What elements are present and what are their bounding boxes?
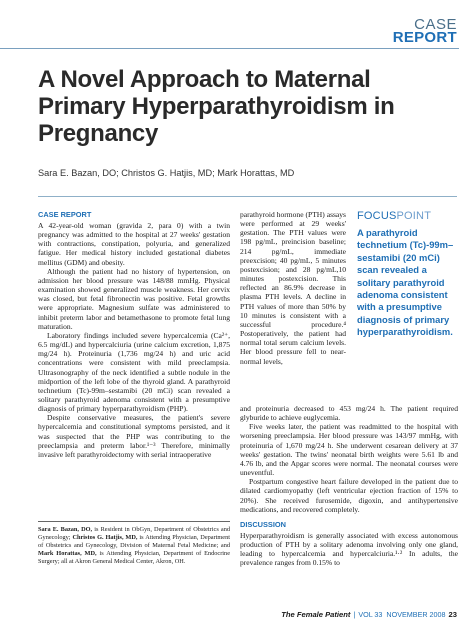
page-footer: [281, 610, 457, 619]
bio-text: is Attending Physician, Department of Endocrine Surgery; all at Akron General Medical Center, Akron, OH.: [38, 549, 230, 565]
bio-author-name: Christos G. Hatjis, MD,: [72, 533, 138, 541]
case-paragraph: Despite conservative measures, the patient's severe hypercalcemia and constitutional symptoms persisted, and it was suspected that the PHP was contributing to the preeclampsia and preterm labor.¹⁻³ Therefore, minimally invasive left parathyroidectomy with serial intraoperative: [38, 413, 230, 459]
journal-date: NOVEMBER 2008: [386, 610, 446, 619]
case-paragraph: Although the patient had no history of hypertension, on admission her blood pressure was 148/88 mmHg. Physical examination showed generalized muscle weakness. Her cervix was closed, but fetal fibronectin was positive. Fetal growths were appropriate. Magnesium sulfate was administered to inhibit preterm labor and betamethasone to promote fetal lung maturation.: [38, 266, 230, 331]
case-paragraph: Five weeks later, the patient was readmitted to the hospital with worsening preeclampsia. Her blood pressure was 143/97 mmHg, with proteinuria of 1,670 mg/24 h. She underwent cesarean delivery at 37 weeks' gestation. The twins' neonatal birth weights were 5.61 lb and 4.76 lb, and the Apgar scores were normal. The neonatal courses were uneventful.: [240, 422, 458, 478]
bio-author-name: Mark Horattas, MD,: [38, 549, 97, 557]
discussion-paragraph: Hyperparathyroidism is generally associated with excess autonomous production of PTH by a solitary adenoma involving only one gland, leading to hypercalcemia and hypercalciuria.¹·² In adults, the prevalence ranges from 0.15% to: [240, 530, 458, 568]
column-left: [38, 210, 230, 459]
case-paragraph: and proteinuria decreased to 453 mg/24 h. The patient required glyburide to achieve euglycemia.: [240, 404, 458, 423]
case-paragraph: Postpartum congestive heart failure developed in the patient due to dilated cardiomyopathy (left ventricular ejection fraction of 15% to 20%). She received furosemide, digoxin, and antihypertensive medications, and recovered completely.: [240, 477, 458, 514]
case-report-heading: CASE REPORT: [38, 210, 92, 219]
footer-separator: |: [353, 610, 356, 619]
case-paragraph: Laboratory findings included severe hypercalcemia (Ca²⁺, 6.5 mg/dL) and hypercalciuria (urine calcium excretion, 1,875 mg/24 h). Proteinuria (1,736 mg/24 h) and uric acid concentrations were consistent with mild preeclampsia. Ultrasonography of the neck identified a subtle nodule in the midportion of the left lobe of the thyroid gland. A parathyroid technetium (Tc)-99m–sestamibi (20 mCi) scan revealed a solitary parathyroid adenoma consistent with a presumptive diagnosis of primary hyperparathyroidism (PHP).: [38, 330, 230, 414]
bio-text: is Attending Physician, Department of Obstetrics and Gynecology, Division of Maternal Fetal Medicine; and: [38, 533, 230, 549]
column-right-bottom: [240, 404, 458, 568]
article-title: A Novel Approach to Maternal Primary Hyperparathyroidism in Pregnancy: [38, 66, 395, 147]
bio-divider: [38, 521, 230, 522]
author-bio: [38, 526, 230, 566]
focus-point-text: A parathyroid technetium (Tc)-99m–sestamibi (20 mCi) scan revealed a solitary parathyroid adenoma consistent with a presumptive diagnosis of primary hyperparathyroidism.: [357, 227, 454, 338]
journal-name: The Female Patient: [281, 610, 351, 619]
article-authors: Sara E. Bazan, DO; Christos G. Hatjis, MD; Mark Horattas, MD: [38, 168, 295, 178]
bio-text: is Resident in ObGyn, Department of Obstetrics and Gynecology;: [38, 526, 230, 541]
focus-point-callout: [357, 210, 461, 388]
title-divider: [38, 196, 457, 197]
header-divider: [0, 48, 459, 49]
discussion-heading: DISCUSSION: [240, 519, 286, 529]
column-right-top: [240, 210, 346, 366]
section-tag-case: CASE: [414, 16, 457, 33]
journal-volume: VOL 33: [358, 610, 383, 619]
page-number: 23: [448, 610, 457, 619]
section-tag-report: REPORT: [392, 29, 457, 46]
case-paragraph: A 42-year-old woman (gravida 2, para 0) with a twin pregnancy was admitted to the hospital at 27 weeks' gestation with contractions, constipation, polyuria, and generalized fatigue. Her medical history included gestational diabetes mellitus (GDM) and obesity.: [38, 221, 230, 267]
bio-author-name: Sara E. Bazan, DO,: [38, 526, 93, 533]
case-paragraph: parathyroid hormone (PTH) assays were performed at 29 weeks' gestation. The PTH values were 198 pg/mL, preincision baseline; 214 pg/mL, immediate preexcision; 40 pg/mL, 5 minutes postexcision; and 28 pg/mL,10 minutes postexcision. This reflected an 86.9% decrease in plasma PTH levels. A decline in PTH values of more than 50% by 10 minutes is consistent with a successful procedure.⁴ Postoperatively, the patient had normal total serum calcium levels. Her blood pressure fell to near-normal levels,: [240, 210, 346, 366]
focus-point-title: FOCUSPOINT: [357, 210, 432, 222]
